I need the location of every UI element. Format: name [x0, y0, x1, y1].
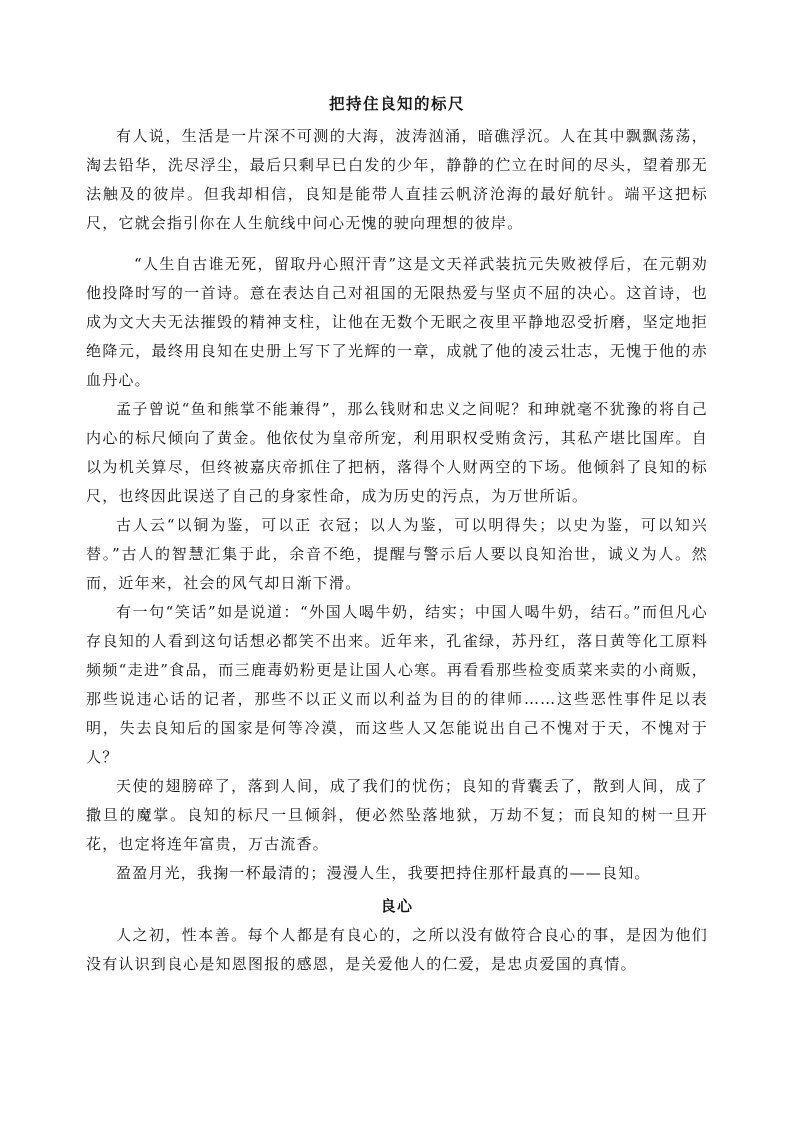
paragraph: 盈盈月光，我掬一杯最清的；漫漫人生，我要把持住那杆最真的——良知。 [116, 864, 651, 882]
paragraph: 人之初，性本善。每个人都是有良心的，之所以没有做符合良心的事，是因为他们没有认识到良心是知恩图报的感恩，是关爱他人的仁爱，是忠贞爱国的真情。 [86, 926, 708, 973]
paragraph: 有一句“笑话”如是说道：“外国人喝牛奶，结实；中国人喝牛奶，结石。”而但凡心 存良知的人看到这句话想必都笑不出来。近年来，孔雀绿，苏丹红，落日黄等化工原料频频“走进”食品，而三鹿毒奶粉更是让国人心寒。再看看那些检变质菜来卖的小商贩，那些说违心话的记者，那些不以正义而以利益为目的的律师……这些恶性事件足以表明，失去良知后的国家是何等冷漠，而这些人又怎能说出自己不愧对于天，不愧对于人？ [86, 603, 708, 766]
paragraph: 孟子曾说“鱼和熊掌不能兼得”，那么钱财和忠义之间呢？和珅就毫不犹豫的将自己内心的标尺倾向了黄金。他依仗为皇帝所宠，利用职权受贿贪污，其私产堪比国库。自以为机关算尽，但终被嘉庆帝抓住了把柄，落得个人财两空的下场。他倾斜了良知的标尺，也终因此误送了自己的身家性命，成为历史的污点，为万世所诟。 [86, 400, 708, 505]
paragraph: 天使的翅膀碎了，落到人间，成了我们的忧伤；良知的背囊丢了，散到人间，成了撒旦的魔掌。良知的标尺一旦倾斜，便必然坠落地狱，万劫不复；而良知的树一旦开花，也定将连年富贵，万古流香。 [86, 777, 708, 853]
section-title: 良心 [380, 897, 414, 915]
paragraph: “人生自古谁无死，留取丹心照汗青”这是文天祥武装抗元失败被俘后，在元朝劝他投降时写的一首诗。意在表达自己对祖国的无限热爱与坚贞不屈的决心。这首诗，也成为文大夫无法摧毁的精神支柱，让他在无数个无眠之夜里平静地忍受折磨，坚定地拒绝降元，最终用良知在史册上写下了光辉的一章，成就了他的凌云壮志，无愧于他的赤血丹心。 [86, 255, 708, 389]
article-title: 把持住良知的标尺 [328, 94, 465, 113]
paragraph: 古人云“以铜为鉴，可以正 衣冠；以人为鉴，可以明得失；以史为鉴，可以知兴替。”古人的智慧汇集于此，余音不绝，提醒与警示后人要以良知治世，诚义为人。然而，近年来，社会的风气却日渐下滑。 [86, 516, 708, 592]
paragraph: 有人说，生活是一片深不可测的大海，波涛汹涌，暗礁浮沉。人在其中飘飘荡荡，淘去铅华，洗尽浮尘，最后只剩早已白发的少年，静静的伫立在时间的尽头，望着那无法触及的彼岸。但我却相信，良知是能带人直挂云帆济沧海的最好航针。端平这把标尺，它就会指引你在人生航线中问心无愧的驶向理想的彼岸。 [86, 127, 708, 232]
